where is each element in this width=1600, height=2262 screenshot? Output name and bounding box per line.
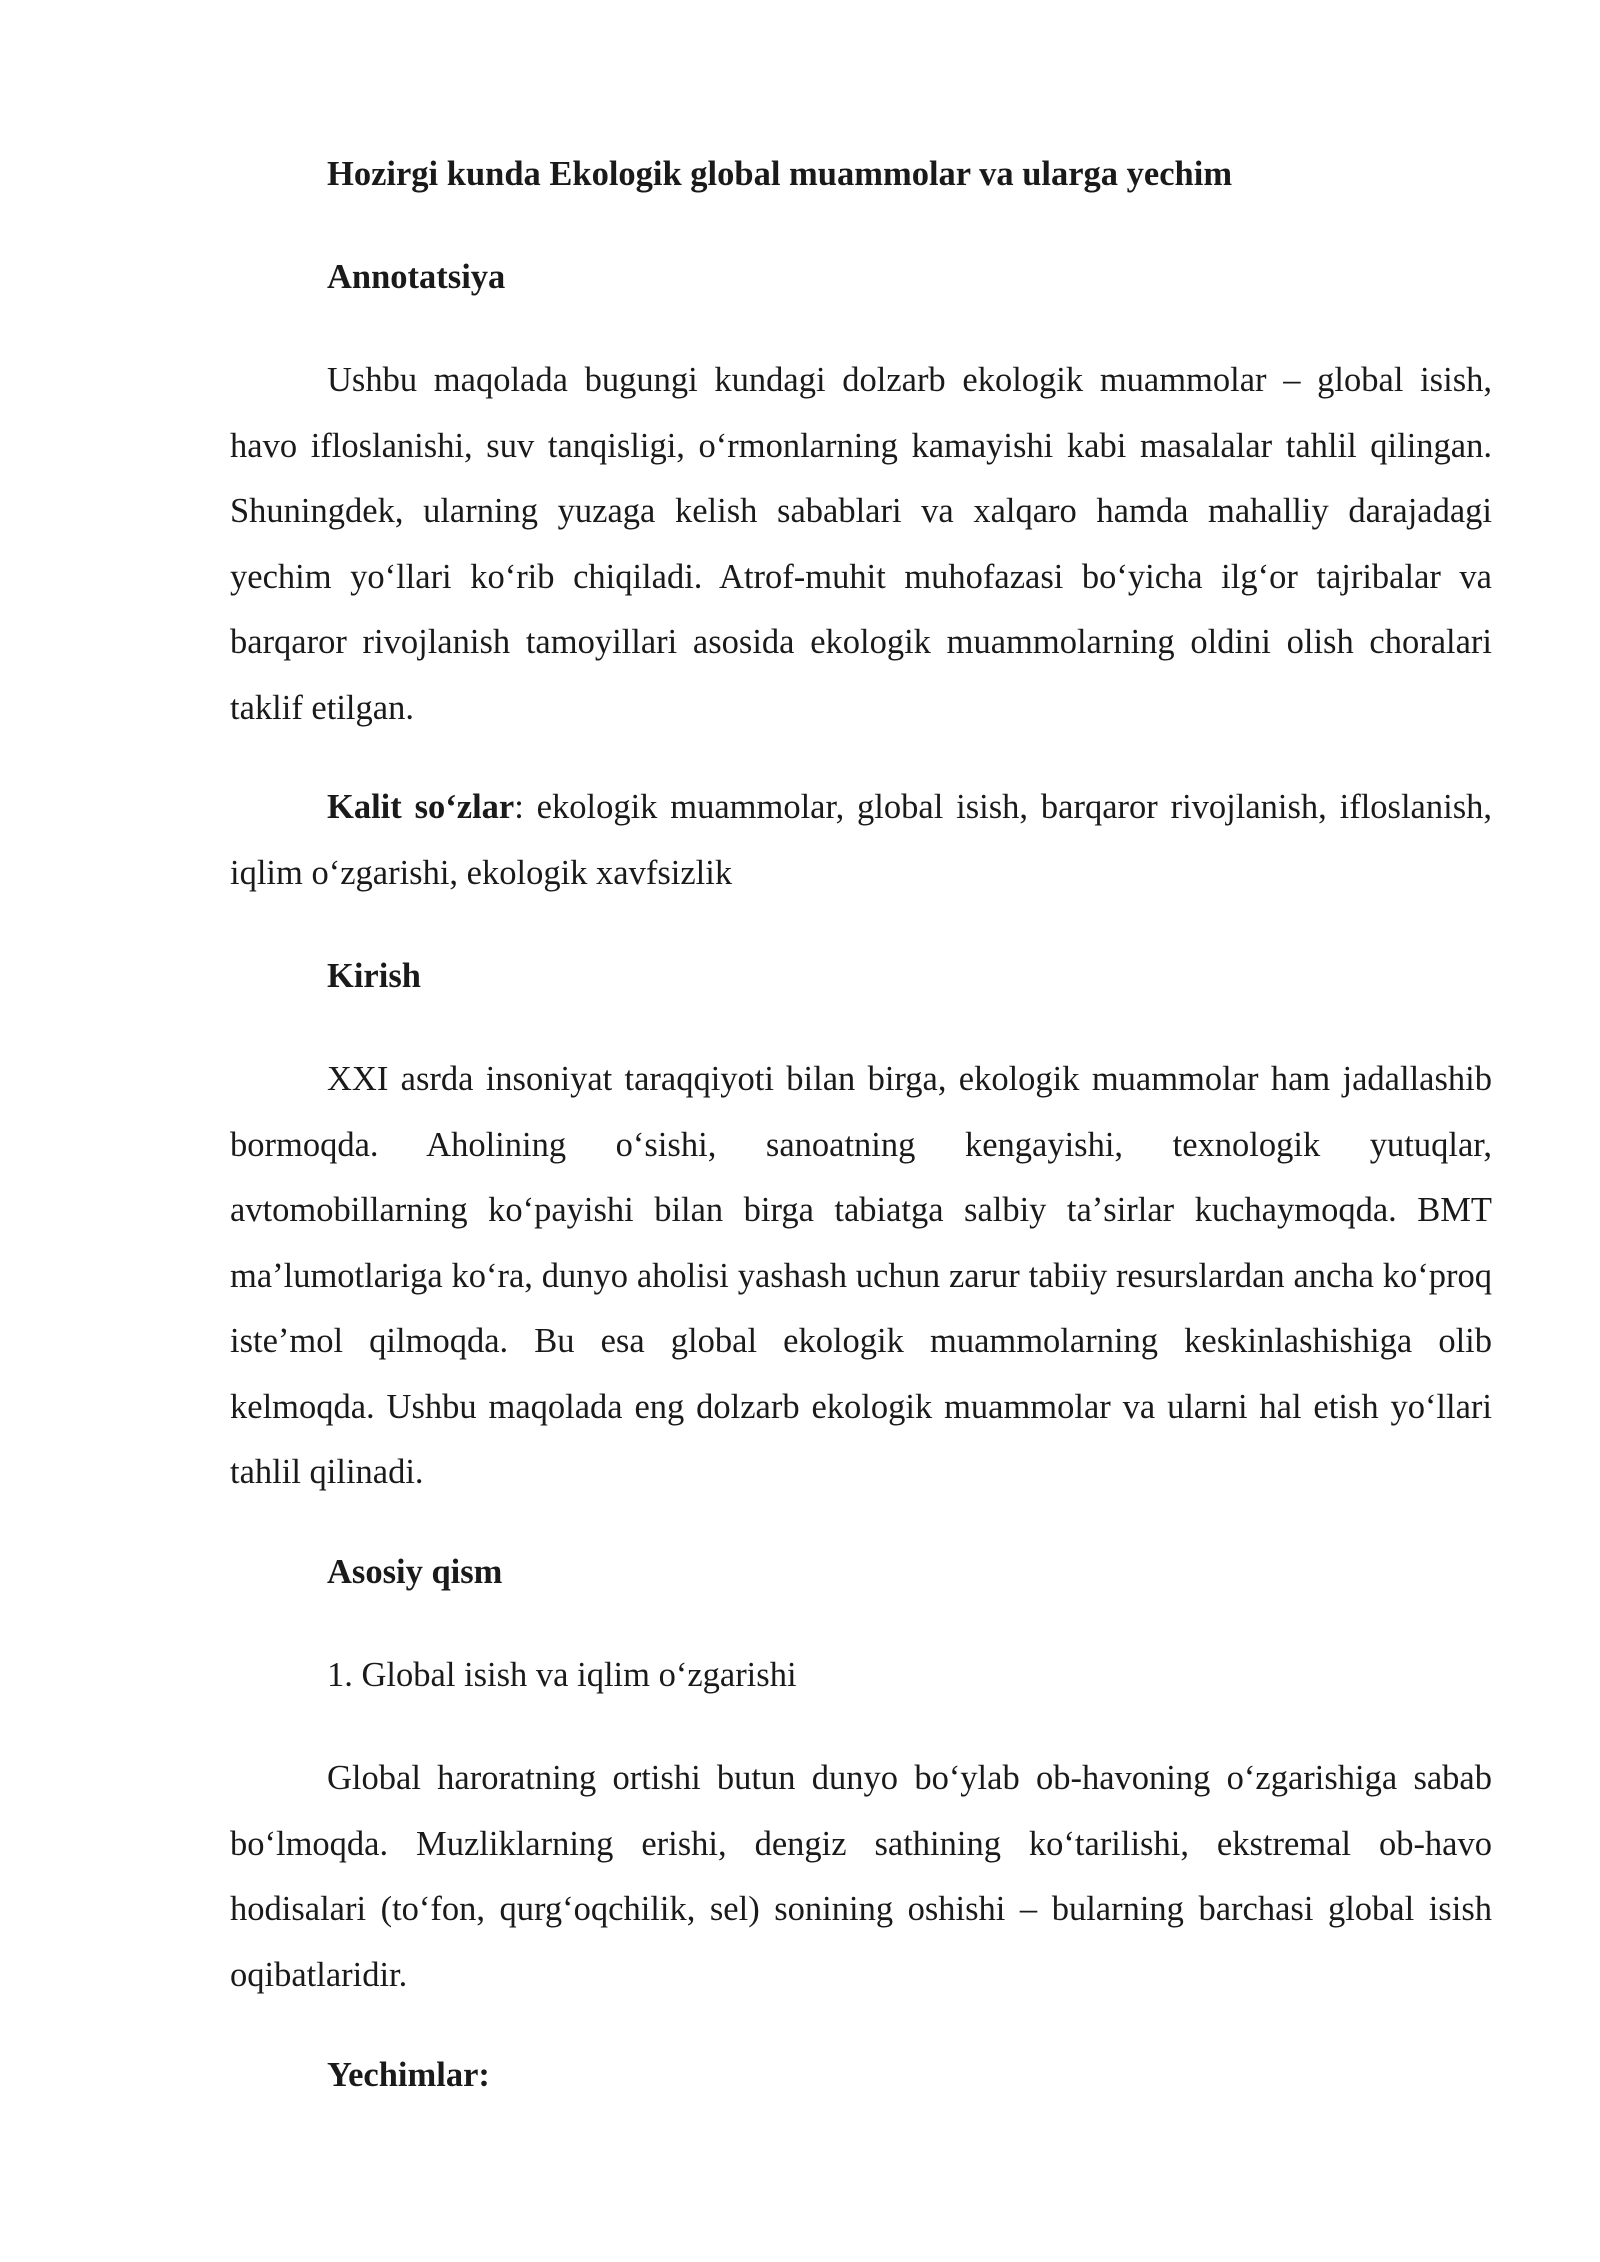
annotation-heading: Annotatsiya [327,258,506,296]
document-title: Hozirgi kunda Ekologik global muammolar va ularga yechim [327,155,1233,193]
keywords-paragraph [230,775,1492,906]
keywords-label: Kalit soʻzlar [327,788,515,826]
main-part-heading: Asosiy qism [327,1553,503,1591]
section-1-paragraph: Global haroratning ortishi butun dunyo boʻylab ob-havoning oʻzgarishiga sabab boʻlmoqda. Muzliklarning erishi, dengiz sathining koʻtarilishi, ekstremal ob-havo hodisalari (toʻfon, qurgʻoqchilik, sel) sonining oshishi – bularning barchasi global isish oqibatlaridir. [230,1759,1492,1994]
intro-paragraph: XXI asrda insoniyat taraqqiyoti bilan birga, ekologik muammolar ham jadallashib bormoqda. Aholining oʻsishi, sanoatning kengayishi, texnologik yutuqlar, avtomobillarning koʻpayishi bilan birga tabiatga salbiy taʼsirlar kuchaymoqda. BMT maʼlumotlariga koʻra, dunyo aholisi yashash uchun zarur tabiiy resurslardan ancha koʻproq isteʼmol qilmoqda. Bu esa global ekologik muammolarning keskinlashishiga olib kelmoqda. Ushbu maqolada eng dolzarb ekologik muammolar va ularni hal etish yoʻllari tahlil qilinadi. [230,1060,1492,1491]
section-1-title: 1. Global isish va iqlim oʻzgarishi [327,1656,797,1694]
keywords-list: : ekologik muammolar, global isish, barqaror rivojlanish, ifloslanish, iqlim oʻzgarishi, ekologik xavfsizlik [230,788,1492,892]
annotation-paragraph: Ushbu maqolada bugungi kundagi dolzarb ekologik muammolar – global isish, havo ifloslanishi, suv tanqisligi, oʻrmonlarning kamayishi kabi masalalar tahlil qilingan. Shuningdek, ularning yuzaga kelish sabablari va xalqaro hamda mahalliy darajadagi yechim yoʻllari koʻrib chiqiladi. Atrof-muhit muhofazasi boʻyicha ilgʻor tajribalar va barqaror rivojlanish tamoyillari asosida ekologik muammolarning oldini olish choralari taklif etilgan. [230,361,1492,727]
solutions-heading: Yechimlar: [327,2056,490,2094]
intro-heading: Kirish [327,957,421,995]
